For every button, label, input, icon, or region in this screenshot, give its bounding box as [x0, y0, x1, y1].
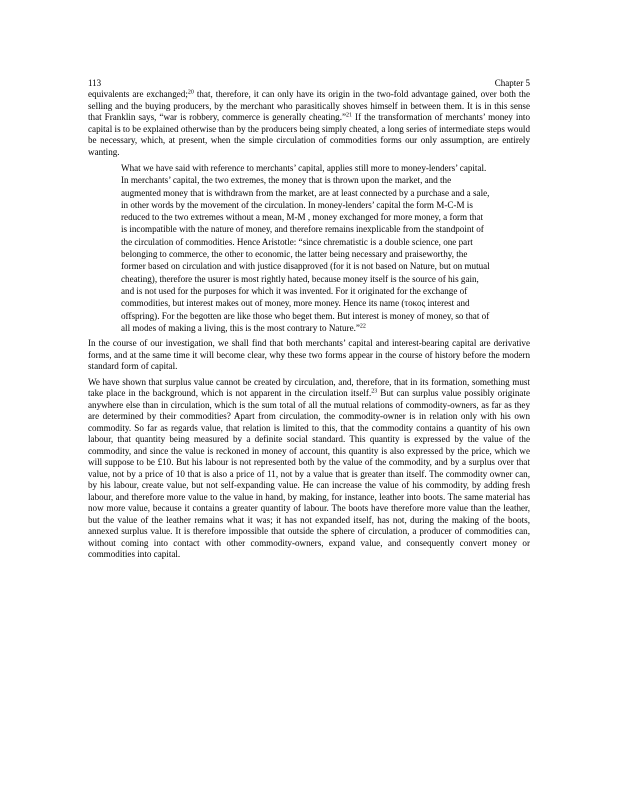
block-quote-text: [121, 162, 491, 334]
paragraph-1: [88, 89, 530, 158]
paragraph-1-text-b: that, therefore, it can only have its origin in the two-fold advantage gained, over both the selling and the buying producers, by the merchant who parasitically shoves himself in between them. It is in this sense that Franklin says, “war is robbery, commerce is generally cheating.”: [88, 89, 531, 122]
footnote-ref-23[interactable]: 23: [371, 388, 378, 395]
footnote-ref-22[interactable]: 22: [359, 323, 366, 330]
paragraph-3: [88, 377, 530, 561]
paragraph-1-text-c: If the transformation of merchants’ money into capital is to be explained otherwise than by the producers being simply cheated, a long series of intermediate steps would be necessary, which, at present, when the simple circulation of commodities forms our only assumption, are entirely wanting.: [88, 112, 531, 157]
paragraph-3-text-b: But can surplus value possibly originate anywhere else than in circulation, which is the sum total of all the mutual relations of commodity-owners, as far as they are determined by their commodities? Apart from circulation, the commodity-owner is in relation only with his own commodity. So far as regards value, that relation is limited to this, that the commodity contains a quantity of his own labour, that quantity being measured by a definite social standard. This quantity is expressed by the value of the commodity, and since the value is reckoned in money of account, this quantity is also expressed by the price, which we will suppose to be £10. But his labour is not represented both by the value of the commodity, and by a surplus over that value, not by a price of 10 that is also a price of 11, not by a value that is greater than itself. The commodity owner can, by his labour, create value, but not self-expanding value. He can increase the value of his commodity, by adding fresh labour, and therefore more value to the value in hand, by making, for instance, leather into boots. The same material has now more value, because it contains a greater quantity of labour. The boots have therefore more value than the leather, but the value of the leather remains what it was; it has not expanded itself, has not, during the making of the boots, annexed surplus value. It is therefore impossible that outside the sphere of circulation, a producer of commodities can, without coming into contact with other commodity-owners, expand value, and consequently convert money or commodities into capital.: [88, 388, 530, 560]
block-quote: [121, 162, 491, 334]
paragraph-3-text-a: We have shown that surplus value cannot be created by circulation, and, therefore, that in its formation, something must take place in the background, which is not apparent in the circulation itself.: [88, 376, 530, 399]
paragraph-2: In the course of our investigation, we shall find that both merchants’ capital and interest-bearing capital are derivative forms, and at the same time it will become clear, why these two forms appear in the course of history before the modern standard form of capital.: [88, 338, 530, 372]
paragraph-1-text-a: equivalents are exchanged;: [88, 89, 188, 99]
page-body: [88, 89, 530, 561]
chapter-label: Chapter 5: [494, 78, 530, 88]
page-header: [88, 78, 530, 89]
page-number: 113: [88, 78, 102, 88]
footnote-ref-20[interactable]: 20: [187, 89, 194, 96]
block-quote-body: What we have said with reference to merchants’ capital, applies still more to money-lenders’ capital. In merchants’ capital, the two extremes, the money that is thrown upon the market, and the augmented money that is withdrawn from the market, are at least connected by a purchase and a sale, in other words by the movement of the circulation. In money-lenders’ capital the form M-C-M is reduced to the two extremes without a mean, M-M , money exchanged for more money, a form that is incompatible with the nature of money, and therefore remains inexplicable from the standpoint of the circulation of commodities. Hence Aristotle: “since chrematistic is a double science, one part belonging to commerce, the other to economic, the latter being necessary and praiseworthy, the former based on circulation and with justice disapproved (for it is not based on Nature, but on mutual cheating), therefore the usurer is most rightly hated, because money itself is the source of his gain, and is not used for the purposes for which it was invented. For it originated for the exchange of commodities, but interest makes out of money, more money. Hence its name (τοκος interest and offspring). For the begotten are like those who beget them. But interest is money of money, so that of all modes of making a living, this is the most contrary to Nature.”: [121, 163, 490, 333]
footnote-ref-21[interactable]: 21: [346, 112, 353, 119]
